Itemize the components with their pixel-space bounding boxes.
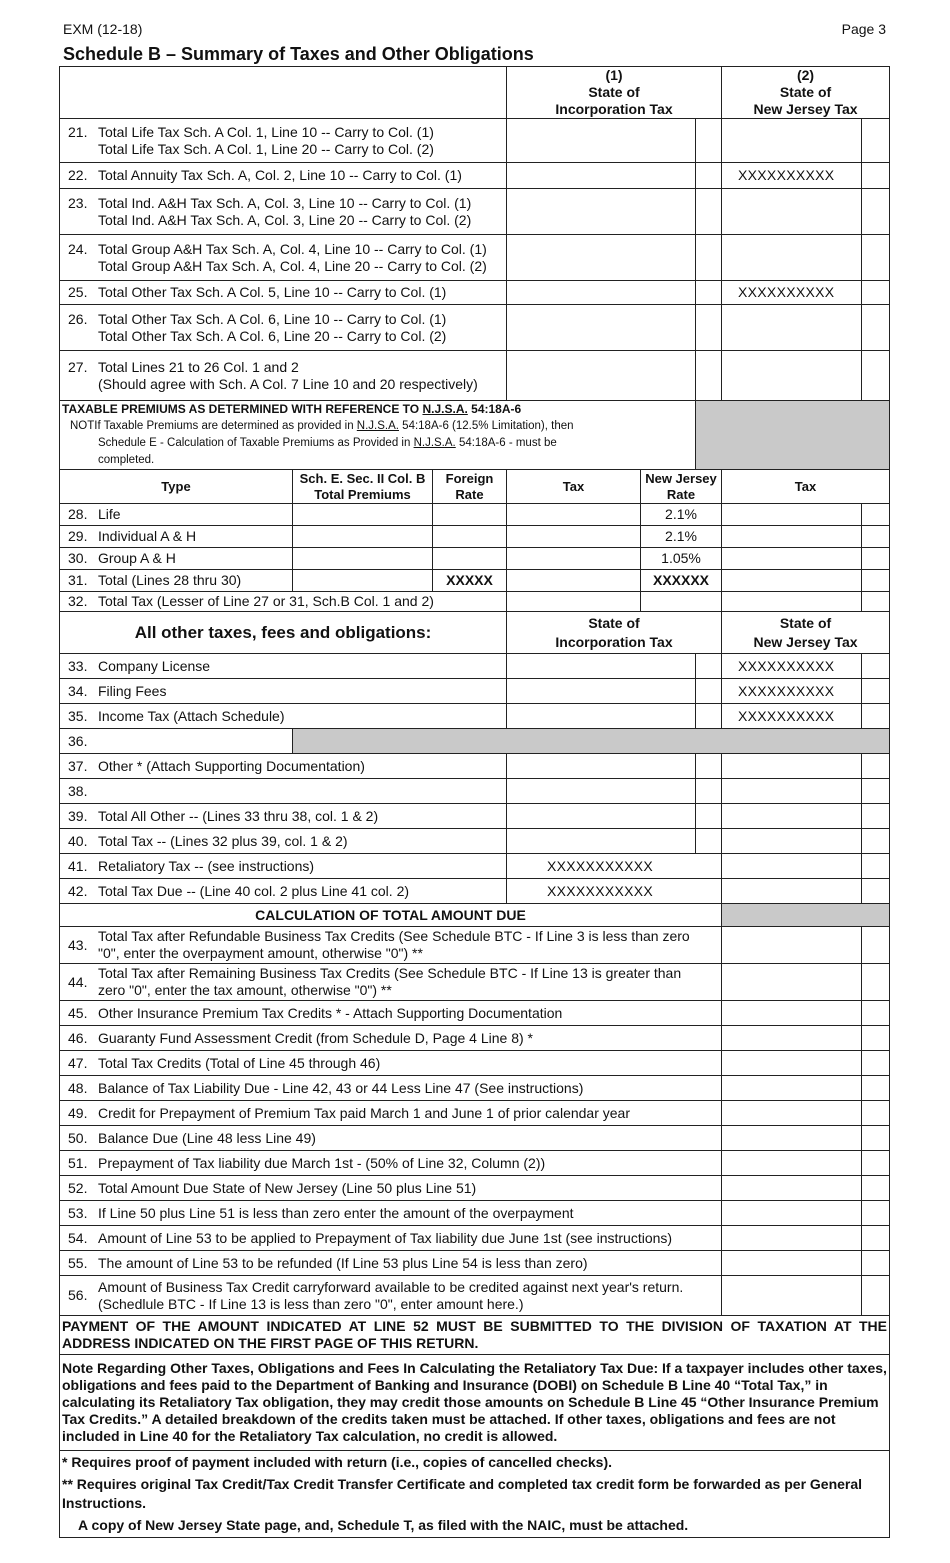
line-39-col2-input[interactable] [722, 804, 862, 829]
line-54-text: Amount of Line 53 to be applied to Prepayment of Tax liability due June 1st (see instructions) [98, 1229, 673, 1246]
line-33-row [60, 654, 890, 679]
line-24-col1-cents[interactable] [696, 235, 722, 281]
col2-label-1: State of [779, 84, 832, 100]
line-42-col2-input[interactable] [722, 879, 862, 904]
line-54-cents-input[interactable] [862, 1226, 890, 1251]
line-45-text: Other Insurance Premium Tax Credits * - Attach Supporting Documentation [98, 1004, 563, 1021]
line-23-text-2: Total Ind. A&H Tax Sch. A, Col. 3, Line 20 -- Carry to Col. (2) [98, 211, 472, 228]
line-number: 40. [68, 832, 88, 849]
line-number: 44. [68, 973, 88, 990]
line-46-text: Guaranty Fund Assessment Credit (from Schedule D, Page 4 Line 8) * [98, 1029, 533, 1046]
line-24-row [60, 235, 890, 281]
other-col1-label-2: Incorporation Tax [555, 633, 673, 650]
line-39-row [60, 804, 890, 829]
sch-e-header-2: Total Premiums [314, 486, 411, 502]
line-52-cents-input[interactable] [862, 1176, 890, 1201]
line-28-nj-rate: 2.1% [641, 504, 722, 526]
footnotes-row [60, 1451, 890, 1538]
line-number: 37. [68, 757, 88, 774]
line-34-col1-input[interactable] [507, 679, 696, 704]
line-53-cents-input[interactable] [862, 1201, 890, 1226]
line-50-row [60, 1126, 890, 1151]
line-26-col1-cents[interactable] [696, 305, 722, 351]
line-56-cents-input[interactable] [862, 1276, 890, 1316]
line-33-text: Company License [98, 657, 211, 674]
line-50-cents-input[interactable] [862, 1126, 890, 1151]
line-54-amount-input[interactable] [722, 1226, 862, 1251]
line-47-cents-input[interactable] [862, 1051, 890, 1076]
line-30-premiums-input[interactable] [293, 548, 433, 570]
line-27-text-2: (Should agree with Sch. A Col. 7 Line 10 and 20 respectively) [98, 375, 478, 392]
line-number: 46. [68, 1029, 88, 1046]
retaliatory-note: Note Regarding Other Taxes, Obligations and Fees In Calculating the Retaliatory Tax Due: If a taxpayer includes other taxes, obligations and fees paid to the Department of Banking and Insurance (DOBI) on Schedule B Line 40 “Total Tax,” in calculating its Retaliatory Tax obligation, they may credit those amounts on Schedule B Line 45 “Other Insurance Premium Tax Credits.” A detailed breakdown of the credits taken must be attached. If other taxes, obligations and fees are not included in Line 40 for the Retaliatory Tax calculation, no credit is allowed. [60, 1355, 890, 1451]
line-44-text-2: zero "0", enter the tax amount, otherwise "0") ** [98, 982, 392, 998]
line-21-col2-cents[interactable] [862, 119, 890, 163]
line-number: 51. [68, 1154, 88, 1171]
line-25-col1-input[interactable] [507, 281, 696, 305]
line-28-label: Life [98, 506, 121, 522]
line-51-amount-input[interactable] [722, 1151, 862, 1176]
line-number: 23. [68, 194, 88, 211]
line-44-row [60, 964, 890, 1001]
line-30-tax-input[interactable] [507, 548, 641, 570]
line-number: 28. [68, 506, 88, 522]
line-41-col2-cents[interactable] [862, 854, 890, 879]
line-number: 27. [68, 358, 88, 375]
line-29-tax-input[interactable] [507, 526, 641, 548]
line-34-row [60, 679, 890, 704]
line-30-nj-rate: 1.05% [641, 548, 722, 570]
line-56-amount-input[interactable] [722, 1276, 862, 1316]
line-30-nj-tax-input[interactable] [722, 548, 862, 570]
line-21-col1-cents[interactable] [696, 119, 722, 163]
taxable-premiums-paragraph-3: completed. [98, 454, 155, 466]
line-42-text: Total Tax Due -- (Line 40 col. 2 plus Line 41 col. 2) [98, 882, 410, 899]
line-32-row [60, 592, 890, 612]
line-41-col1-x: XXXXXXXXXXX [507, 854, 722, 879]
taxable-premiums-paragraph: NOTIf Taxable Premiums are determined as provided in N.J.S.A. 54:18A-6 (12.5% Limitation), then [70, 420, 574, 432]
line-21-col2-input[interactable] [722, 119, 862, 163]
type-header: Type [60, 470, 293, 504]
line-23-col2-input[interactable] [722, 189, 862, 235]
line-36-shaded [293, 729, 890, 754]
line-number: 33. [68, 657, 88, 674]
line-36-row [60, 729, 890, 754]
line-31-foreign-x: XXXXX [433, 570, 507, 592]
line-38-col1-input[interactable] [507, 779, 696, 804]
line-38-col1-cents[interactable] [696, 779, 722, 804]
line-52-amount-input[interactable] [722, 1176, 862, 1201]
line-number: 55. [68, 1254, 88, 1271]
line-23-col1-input[interactable] [507, 189, 696, 235]
line-40-col1-cents[interactable] [696, 829, 722, 854]
line-49-cents-input[interactable] [862, 1101, 890, 1126]
line-number: 30. [68, 550, 88, 566]
line-24-col1-input[interactable] [507, 235, 696, 281]
line-47-row [60, 1051, 890, 1076]
column-header-row [60, 67, 890, 119]
line-37-col2-input[interactable] [722, 754, 862, 779]
line-37-col1-cents[interactable] [696, 754, 722, 779]
line-48-row [60, 1076, 890, 1101]
taxable-premiums-note-row [60, 401, 890, 470]
line-56-text-1: Amount of Business Tax Credit carryforward available to be credited against next year's return. [98, 1278, 684, 1295]
line-number: 49. [68, 1104, 88, 1121]
line-28-tax-input[interactable] [507, 504, 641, 526]
shaded-cell [722, 904, 890, 927]
form-id: EXM (12-18) [63, 21, 143, 37]
line-44-text-1: Total Tax after Remaining Business Tax Credits (See Schedule BTC - If Line 13 is greater than [98, 965, 682, 981]
line-number: 36. [60, 729, 293, 754]
line-51-row [60, 1151, 890, 1176]
line-number: 42. [68, 882, 88, 899]
line-23-col2-cents[interactable] [862, 189, 890, 235]
line-54-row [60, 1226, 890, 1251]
tax2-header: Tax [722, 470, 890, 504]
line-55-cents-input[interactable] [862, 1251, 890, 1276]
line-56-row [60, 1276, 890, 1316]
line-48-text: Balance of Tax Liability Due - Line 42, 43 or 44 Less Line 47 (See instructions) [98, 1079, 584, 1096]
line-22-text: Total Annuity Tax Sch. A, Col. 2, Line 10 -- Carry to Col. (1) [98, 167, 462, 183]
line-number: 24. [68, 240, 88, 257]
line-43-text-1: Total Tax after Refundable Business Tax Credits (See Schedule BTC - If Line 3 is less than zero [98, 928, 690, 944]
line-35-col2-x: XXXXXXXXXX [722, 704, 862, 729]
line-number: 48. [68, 1079, 88, 1096]
other-taxes-title: All other taxes, fees and obligations: [60, 612, 507, 654]
line-29-premiums-input[interactable] [293, 526, 433, 548]
line-25-col1-cents[interactable] [696, 281, 722, 305]
line-21-col1-input[interactable] [507, 119, 696, 163]
line-26-text-2: Total Other Tax Sch. A Col. 6, Line 20 -- Carry to Col. (2) [98, 327, 447, 344]
retaliatory-note-row [60, 1355, 890, 1451]
page-title: Schedule B – Summary of Taxes and Other Obligations [63, 44, 534, 64]
line-number: 50. [68, 1129, 88, 1146]
line-31-row [60, 570, 890, 592]
line-43-row [60, 927, 890, 964]
payment-note-row [60, 1316, 890, 1355]
other-col1-label-1: State of [588, 614, 640, 631]
line-41-text: Retaliatory Tax -- (see instructions) [98, 857, 315, 874]
line-27-row [60, 351, 890, 401]
line-32-text: Total Tax (Lesser of Line 27 or 31, Sch.B Col. 1 and 2) [98, 593, 434, 609]
line-50-amount-input[interactable] [722, 1126, 862, 1151]
line-39-col2-cents[interactable] [862, 804, 890, 829]
line-number: 43. [68, 936, 88, 953]
line-39-text: Total All Other -- (Lines 33 thru 38, col. 1 & 2) [98, 807, 379, 824]
line-number: 34. [68, 682, 88, 699]
line-49-row [60, 1101, 890, 1126]
line-39-col1-input[interactable] [507, 804, 696, 829]
line-49-text: Credit for Prepayment of Premium Tax paid March 1 and June 1 of prior calendar year [98, 1104, 630, 1121]
line-26-row [60, 305, 890, 351]
col1-label-2: Incorporation Tax [555, 101, 673, 117]
shaded-cell [696, 401, 890, 470]
line-number: 45. [68, 1004, 88, 1021]
line-22-col1-cents[interactable] [696, 163, 722, 189]
line-47-amount-input[interactable] [722, 1051, 862, 1076]
line-52-text: Total Amount Due State of New Jersey (Line 50 plus Line 51) [98, 1179, 477, 1196]
line-46-amount-input[interactable] [722, 1026, 862, 1051]
line-25-row [60, 281, 890, 305]
line-number: 53. [68, 1204, 88, 1221]
line-number: 29. [68, 528, 88, 544]
line-30-label: Group A & H [98, 550, 176, 566]
line-55-row [60, 1251, 890, 1276]
line-50-text: Balance Due (Line 48 less Line 49) [98, 1129, 316, 1146]
line-number: 31. [68, 572, 88, 588]
line-43-text-2: "0", enter the overpayment amount, otherwise "0") ** [98, 945, 423, 961]
line-34-text: Filing Fees [98, 682, 167, 699]
line-37-row [60, 754, 890, 779]
line-32-col2-input[interactable] [722, 592, 862, 612]
line-24-col2-cents[interactable] [862, 235, 890, 281]
line-21-row [60, 119, 890, 163]
line-22-row [60, 163, 890, 189]
line-number: 25. [68, 284, 88, 300]
line-37-col1-input[interactable] [507, 754, 696, 779]
line-40-col1-input[interactable] [507, 829, 696, 854]
line-number: 26. [68, 310, 88, 327]
line-43-amount-input[interactable] [722, 927, 862, 964]
line-39-col1-cents[interactable] [696, 804, 722, 829]
line-28-nj-tax-input[interactable] [722, 504, 862, 526]
line-33-col1-cents[interactable] [696, 654, 722, 679]
line-37-text: Other * (Attach Supporting Documentation) [98, 757, 365, 774]
line-32-col1-input[interactable] [507, 592, 641, 612]
line-45-row [60, 1001, 890, 1026]
line-number: 38. [68, 782, 88, 799]
line-38-row [60, 779, 890, 804]
line-27-col1-input[interactable] [507, 351, 696, 401]
other-col2-label-1: State of [779, 614, 832, 631]
line-27-col1-cents[interactable] [696, 351, 722, 401]
line-33-col1-input[interactable] [507, 654, 696, 679]
line-number: 21. [68, 123, 88, 140]
line-49-amount-input[interactable] [722, 1101, 862, 1126]
line-29-nj-tax-input[interactable] [722, 526, 862, 548]
footnote-single-asterisk: * Requires proof of payment included with return (i.e., copies of cancelled checks). [62, 1454, 613, 1470]
line-23-text-1: Total Ind. A&H Tax Sch. A, Col. 3, Line 10 -- Carry to Col. (1) [98, 194, 472, 211]
line-29-nj-rate: 2.1% [641, 526, 722, 548]
tax-header: Tax [507, 470, 641, 504]
line-35-row [60, 704, 890, 729]
line-29-foreign-rate-input[interactable] [433, 526, 507, 548]
col2-number: (2) [796, 67, 815, 83]
line-26-col2-cents[interactable] [862, 305, 890, 351]
foreign-rate-header-1: Foreign [445, 470, 494, 486]
taxable-premiums-heading: TAXABLE PREMIUMS AS DETERMINED WITH REFERENCE TO N.J.S.A. 54:18A-6 [62, 402, 522, 416]
line-27-text-1: Total Lines 21 to 26 Col. 1 and 2 [98, 358, 299, 375]
line-30-row [60, 548, 890, 570]
payment-note: PAYMENT OF THE AMOUNT INDICATED AT LINE 52 MUST BE SUBMITTED TO THE DIVISION OF TAXATION AT THE ADDRESS INDICATED ON THE FIRST PAGE OF THIS RETURN. [60, 1316, 890, 1355]
line-48-cents-input[interactable] [862, 1076, 890, 1101]
line-47-text: Total Tax Credits (Total of Line 45 through 46) [98, 1054, 381, 1071]
line-42-col2-cents[interactable] [862, 879, 890, 904]
line-40-text: Total Tax -- (Lines 32 plus 39, col. 1 & 2) [98, 832, 348, 849]
line-number: 39. [68, 807, 88, 824]
calculation-header-row [60, 904, 890, 927]
line-29-row [60, 526, 890, 548]
line-25-col2-x: XXXXXXXXXX [722, 281, 862, 305]
nj-rate-header-1: New Jersey [645, 470, 717, 486]
line-55-amount-input[interactable] [722, 1251, 862, 1276]
line-44-cents-input[interactable] [862, 964, 890, 1001]
line-29-label: Individual A & H [98, 528, 197, 544]
premium-header-row [60, 470, 890, 504]
line-53-text: If Line 50 plus Line 51 is less than zero enter the amount of the overpayment [98, 1204, 574, 1221]
line-21-text-1: Total Life Tax Sch. A Col. 1, Line 10 -- Carry to Col. (1) [98, 123, 434, 140]
col2-label-2: New Jersey Tax [753, 101, 858, 117]
line-28-foreign-rate-input[interactable] [433, 504, 507, 526]
line-42-col1-x: XXXXXXXXXXX [507, 879, 722, 904]
line-26-text-1: Total Other Tax Sch. A Col. 6, Line 10 -- Carry to Col. (1) [98, 310, 447, 327]
line-24-text-2: Total Group A&H Tax Sch. A, Col. 4, Line 20 -- Carry to Col. (2) [98, 257, 487, 274]
line-31-nj-x: XXXXXX [641, 570, 722, 592]
line-number: 56. [68, 1287, 88, 1303]
line-31-label: Total (Lines 28 thru 30) [98, 572, 242, 588]
line-46-row [60, 1026, 890, 1051]
line-38-col2-input[interactable] [722, 779, 862, 804]
line-27-col2-input[interactable] [722, 351, 862, 401]
line-46-cents-input[interactable] [862, 1026, 890, 1051]
line-26-col2-input[interactable] [722, 305, 862, 351]
calculation-title: CALCULATION OF TOTAL AMOUNT DUE [60, 904, 722, 927]
line-52-row [60, 1176, 890, 1201]
line-24-text-1: Total Group A&H Tax Sch. A, Col. 4, Line 10 -- Carry to Col. (1) [98, 240, 487, 257]
line-number: 22. [68, 167, 88, 183]
line-24-col2-input[interactable] [722, 235, 862, 281]
page-number: Page 3 [841, 21, 886, 37]
line-37-col2-cents[interactable] [862, 754, 890, 779]
line-number: 41. [68, 857, 88, 874]
line-number: 32. [68, 593, 88, 609]
line-31-premiums-input[interactable] [293, 570, 433, 592]
line-27-col2-cents[interactable] [862, 351, 890, 401]
line-33-col2-x: XXXXXXXXXX [722, 654, 862, 679]
line-22-col1-input[interactable] [507, 163, 696, 189]
line-53-amount-input[interactable] [722, 1201, 862, 1226]
line-number: 35. [68, 707, 88, 724]
line-23-col1-cents[interactable] [696, 189, 722, 235]
line-number: 47. [68, 1054, 88, 1071]
line-28-premiums-input[interactable] [293, 504, 433, 526]
taxable-premiums-paragraph-2: Schedule E - Calculation of Taxable Premiums as Provided in N.J.S.A. 54:18A-6 - must be [98, 437, 557, 449]
line-42-row [60, 879, 890, 904]
line-25-text: Total Other Tax Sch. A Col. 5, Line 10 -- Carry to Col. (1) [98, 284, 447, 300]
line-35-col1-cents[interactable] [696, 704, 722, 729]
col1-number: (1) [605, 67, 623, 83]
schedule-b-table [59, 66, 890, 1538]
line-number: 52. [68, 1179, 88, 1196]
line-35-col1-input[interactable] [507, 704, 696, 729]
line-53-row [60, 1201, 890, 1226]
line-55-text: The amount of Line 53 to be refunded (If Line 53 plus Line 54 is less than zero) [98, 1254, 588, 1271]
sch-e-header-1: Sch. E. Sec. II Col. B [299, 470, 426, 486]
footnote-double-asterisk: ** Requires original Tax Credit/Tax Credit Transfer Certificate and completed tax credit form be forwarded as per General Instructions. [62, 1476, 863, 1511]
other-col2-label-2: New Jersey Tax [753, 633, 858, 650]
line-21-text-2: Total Life Tax Sch. A Col. 1, Line 20 -- Carry to Col. (2) [98, 140, 434, 157]
line-43-cents-input[interactable] [862, 927, 890, 964]
line-30-foreign-rate-input[interactable] [433, 548, 507, 570]
line-28-row [60, 504, 890, 526]
line-34-col2-x: XXXXXXXXXX [722, 679, 862, 704]
line-51-cents-input[interactable] [862, 1151, 890, 1176]
col1-label-1: State of [588, 84, 640, 100]
line-40-col2-cents[interactable] [862, 829, 890, 854]
line-38-col2-cents[interactable] [862, 779, 890, 804]
line-48-amount-input[interactable] [722, 1076, 862, 1101]
line-26-col1-input[interactable] [507, 305, 696, 351]
line-44-amount-input[interactable] [722, 964, 862, 1001]
line-number: 54. [68, 1229, 88, 1246]
line-22-col2-x: XXXXXXXXXX [722, 163, 862, 189]
line-56-text-2: (Schedlule BTC - If Line 13 is less than zero "0", enter amount here.) [98, 1295, 524, 1312]
line-31-tax-input[interactable] [507, 570, 641, 592]
footnote-naic: A copy of New Jersey State page, and, Schedule T, as filed with the NAIC, must be attached. [78, 1517, 689, 1533]
line-41-col2-input[interactable] [722, 854, 862, 879]
other-taxes-header-row [60, 612, 890, 654]
line-35-text: Income Tax (Attach Schedule) [98, 707, 285, 724]
nj-rate-header-2: Rate [666, 486, 696, 502]
line-45-cents-input[interactable] [862, 1001, 890, 1026]
foreign-rate-header-2: Rate [455, 486, 484, 502]
line-40-row [60, 829, 890, 854]
line-23-row [60, 189, 890, 235]
line-31-nj-tax-input[interactable] [722, 570, 862, 592]
line-40-col2-input[interactable] [722, 829, 862, 854]
line-51-text: Prepayment of Tax liability due March 1st - (50% of Line 32, Column (2)) [98, 1154, 546, 1171]
line-41-row [60, 854, 890, 879]
line-45-amount-input[interactable] [722, 1001, 862, 1026]
line-34-col1-cents[interactable] [696, 679, 722, 704]
